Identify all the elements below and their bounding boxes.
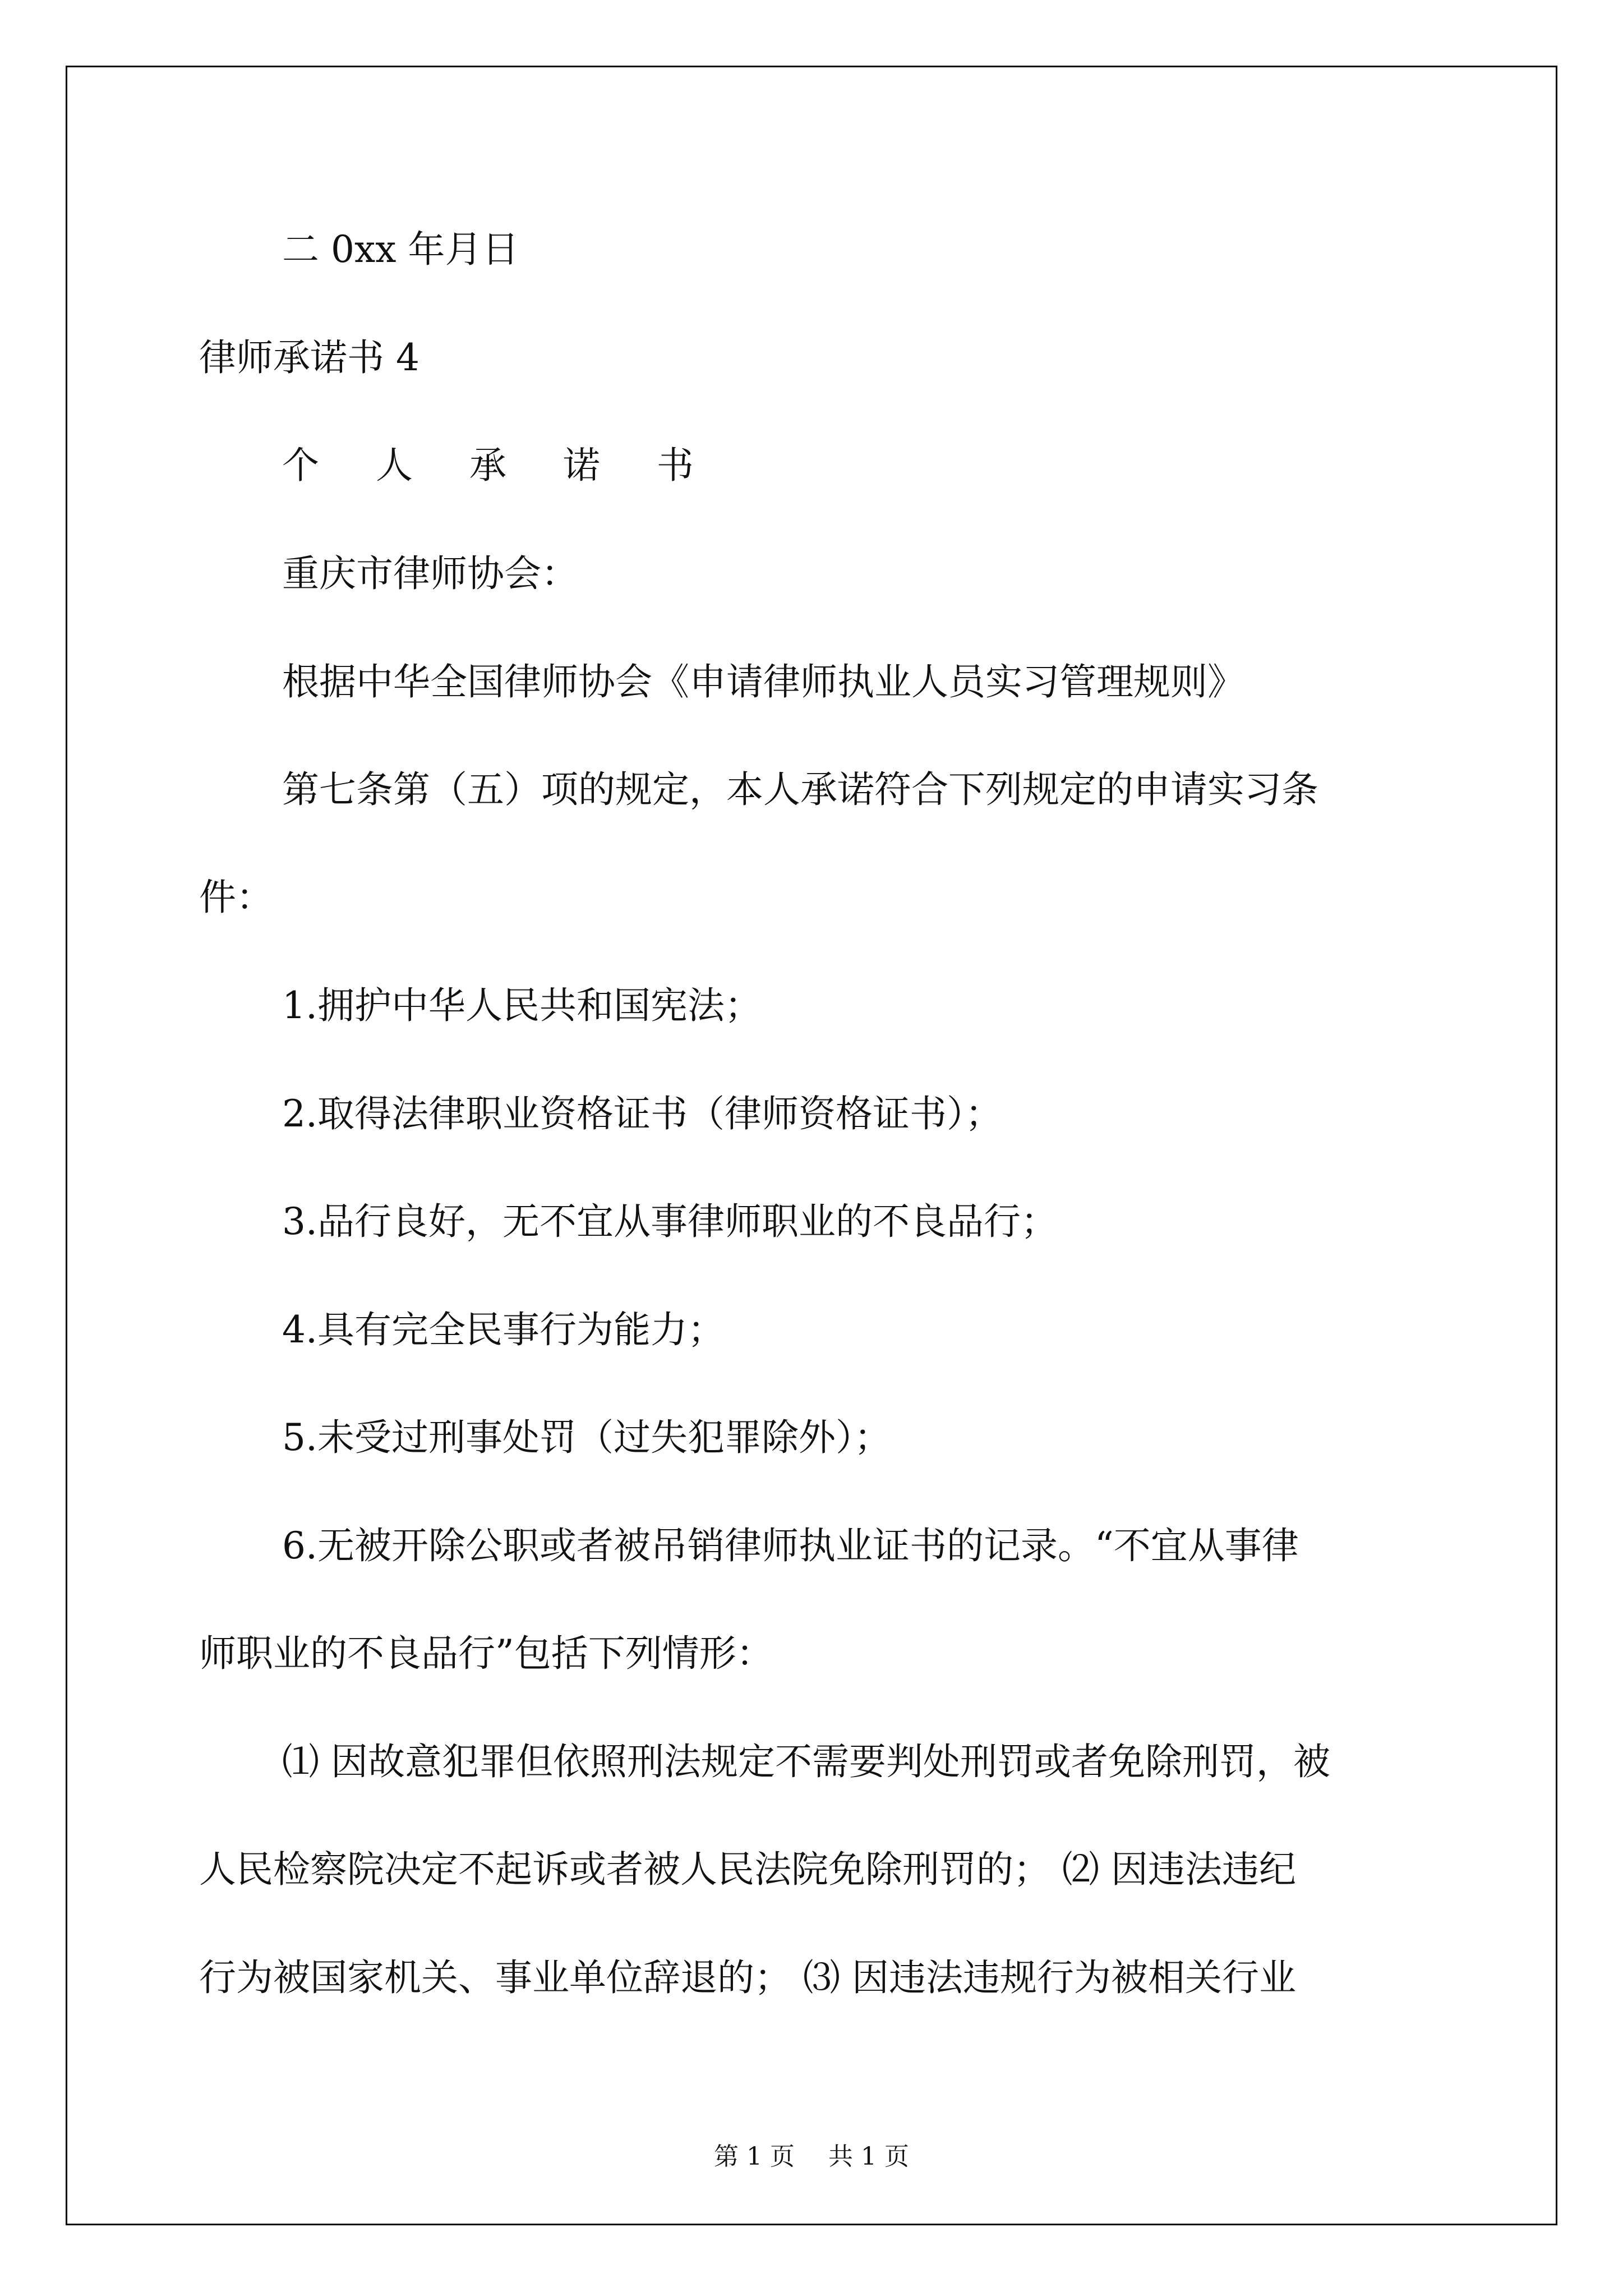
addressee: 重庆市律师协会： (282, 552, 578, 595)
body-paragraph-line: 根据中华全国律师协会《申请律师执业人员实习管理规则》 (282, 660, 1244, 703)
condition-item: 6.无被开除公职或者被吊销律师执业证书的记录。“不宜从事律 (282, 1524, 1299, 1567)
page-number: 第 1 页 (714, 2142, 795, 2171)
page-border (66, 66, 1557, 2225)
condition-item: 3.品行良好，无不宜从事律师职业的不良品行； (282, 1200, 1058, 1243)
condition-item: 4.具有完全民事行为能力； (282, 1308, 725, 1351)
condition-item: 5.未受过刑事处罚（过失犯罪除外）； (282, 1416, 891, 1459)
page-total: 共 1 页 (828, 2142, 909, 2171)
body-paragraph-line: 行为被国家机关、事业单位辞退的； ⑶ 因违法违规行为被相关行业 (199, 1956, 1296, 1999)
body-paragraph-line: 人民检察院决定不起诉或者被人民法院免除刑罚的； ⑵ 因违法违纪 (199, 1848, 1296, 1891)
page-footer (0, 2136, 1623, 2172)
condition-item: 1.拥护中华人民共和国宪法； (282, 984, 762, 1027)
section-heading: 律师承诺书 4 (199, 336, 419, 379)
body-paragraph-line: ⑴ 因故意犯罪但依照刑法规定不需要判处刑罚或者免除刑罚，被 (282, 1740, 1330, 1783)
date-line: 二 0xx 年月日 (282, 228, 519, 271)
condition-item: 2.取得法律职业资格证书（律师资格证书）； (282, 1092, 1002, 1135)
document-title: 个 人 承 诺 书 (282, 444, 716, 487)
body-paragraph-line: 第七条第（五）项的规定，本人承诺符合下列规定的申请实习条 (282, 768, 1318, 811)
body-paragraph-line: 师职业的不良品行”包括下列情形： (199, 1632, 773, 1675)
body-paragraph-line: 件： (199, 876, 273, 919)
